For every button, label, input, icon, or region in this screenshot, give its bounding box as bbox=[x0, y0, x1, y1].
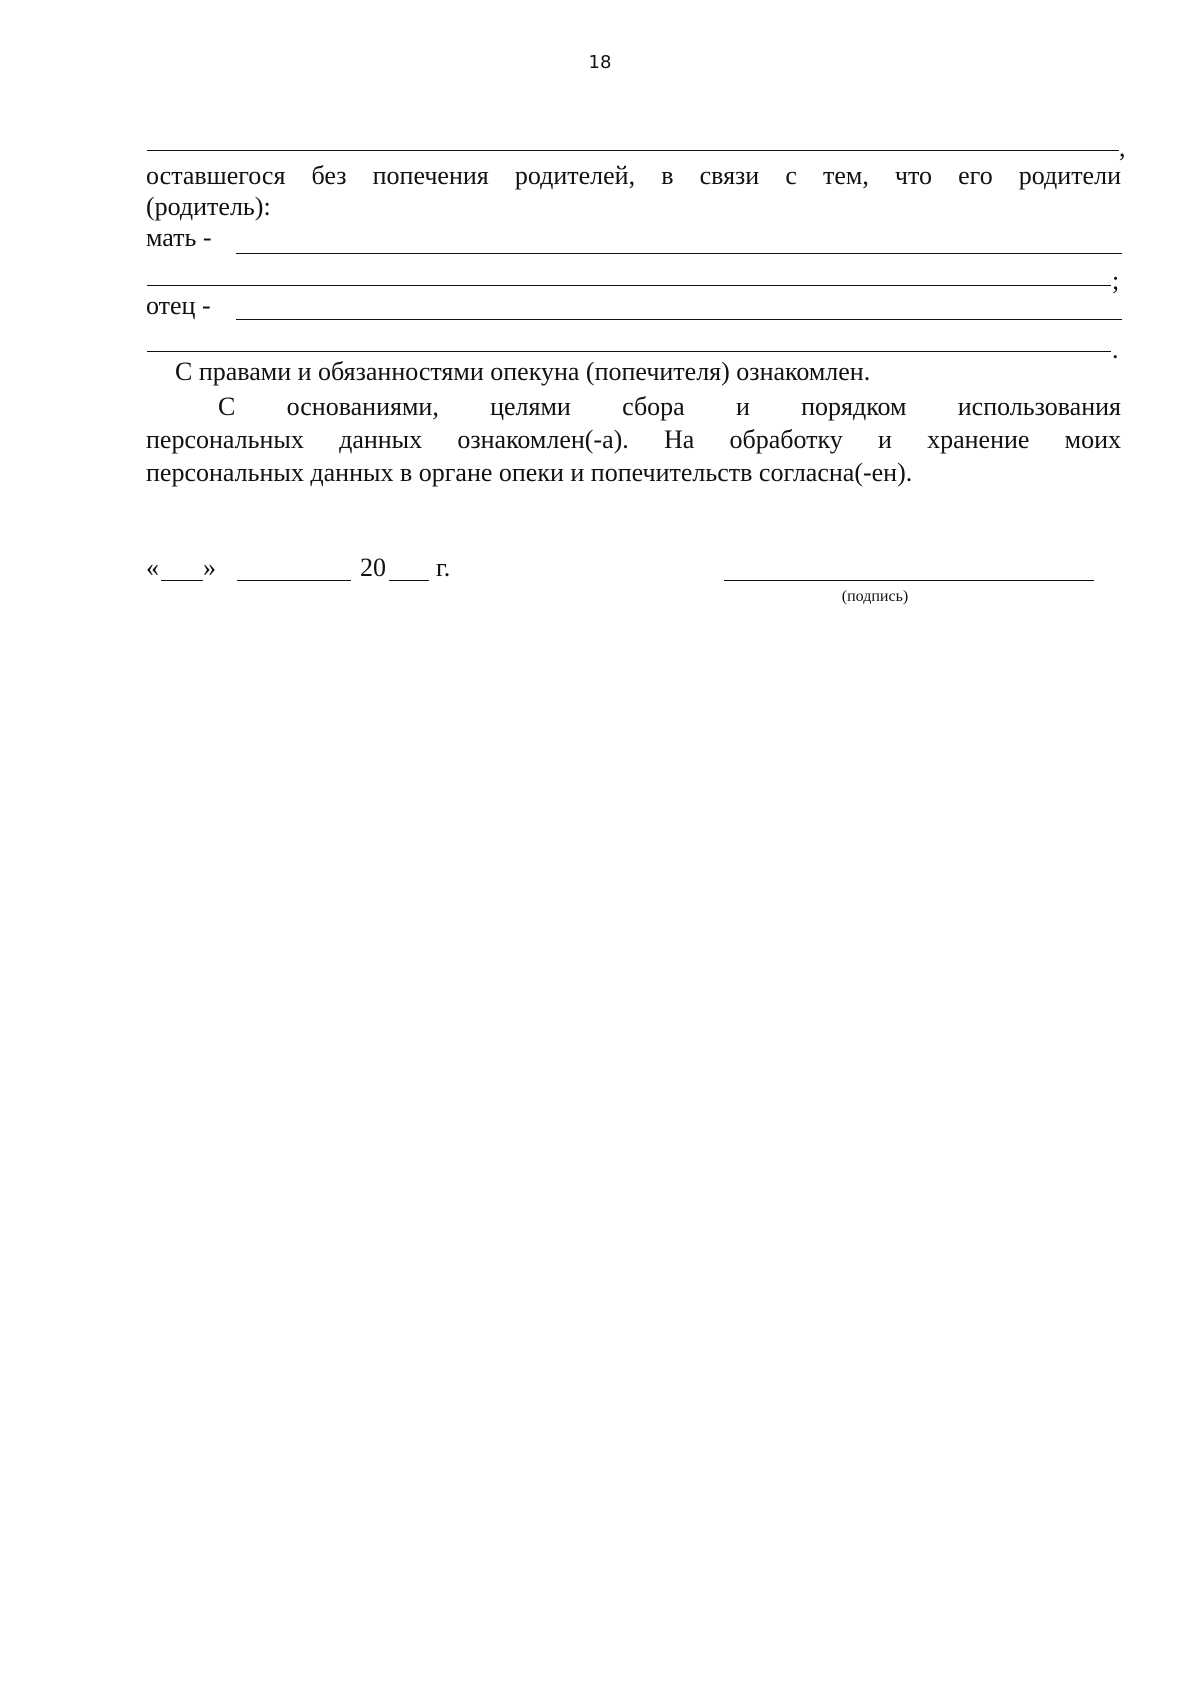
mother-label: мать - bbox=[146, 223, 212, 252]
paragraph-parents-line2: (родитель): bbox=[146, 192, 271, 221]
father-label: отец - bbox=[146, 291, 211, 320]
signature-caption: (подпись) bbox=[841, 588, 909, 605]
rights-statement: С правами и обязанностями опекуна (попечителя) ознакомлен. bbox=[175, 357, 871, 386]
mother-line-1 bbox=[236, 253, 1122, 254]
date-year-suffix: г. bbox=[436, 553, 451, 582]
consent-line-1: С основаниями, целями сбора и порядком использования bbox=[218, 392, 1121, 421]
father-end-period: . bbox=[1112, 335, 1119, 364]
mother-end-semicolon: ; bbox=[1112, 266, 1120, 295]
father-line-2 bbox=[147, 351, 1111, 352]
child-name-comma: , bbox=[1119, 133, 1126, 162]
mother-line-2 bbox=[147, 285, 1111, 286]
signature-line bbox=[724, 580, 1094, 581]
date-year-blank bbox=[389, 580, 429, 581]
date-day-blank bbox=[161, 580, 203, 581]
page-number: 18 bbox=[588, 52, 612, 73]
date-year-prefix: 20 bbox=[360, 553, 386, 582]
father-line-1 bbox=[236, 319, 1122, 320]
consent-line-3: персональных данных в органе опеки и попечительств согласна(-ен). bbox=[146, 458, 913, 487]
consent-line-2: персональных данных ознакомлен(-а). На обработку и хранение моих bbox=[146, 425, 1121, 454]
date-close-quote: » bbox=[203, 553, 216, 582]
child-name-line bbox=[147, 150, 1119, 151]
paragraph-parents-line1: оставшегося без попечения родителей, в связи с тем, что его родители bbox=[146, 161, 1121, 190]
date-open-quote: « bbox=[146, 553, 159, 582]
date-month-blank bbox=[237, 580, 351, 581]
